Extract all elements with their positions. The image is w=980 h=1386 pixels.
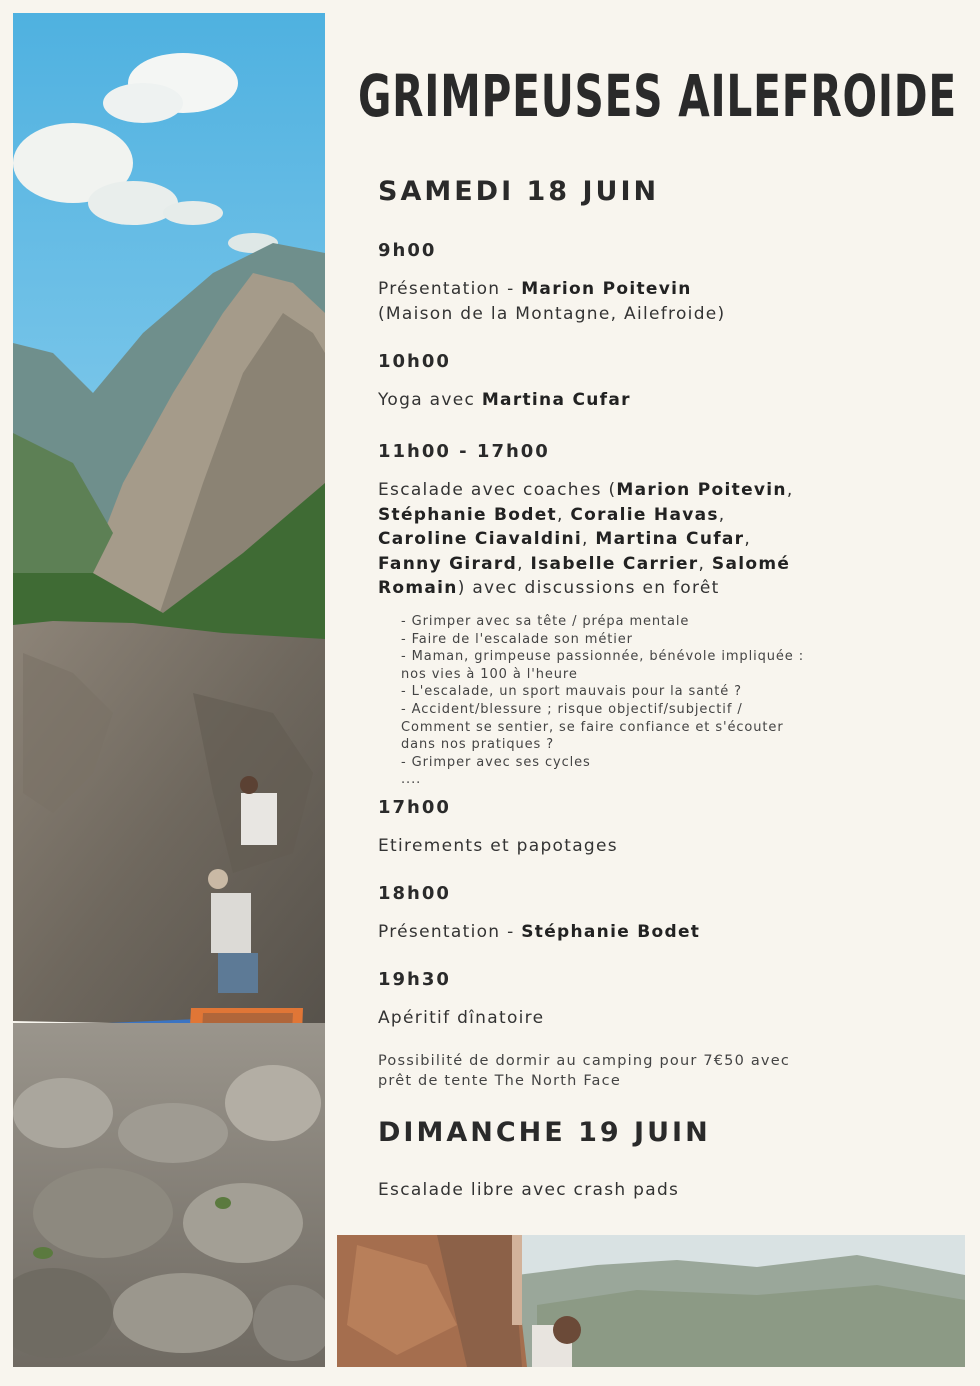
event-time: 10h00: [378, 351, 451, 372]
day-heading-sunday: DIMANCHE 19 JUIN: [378, 1117, 711, 1148]
event-description: Etirements et papotages: [378, 836, 618, 856]
event-text: Présentation -: [378, 922, 522, 942]
event-text: Yoga avec: [378, 390, 482, 410]
topic-item: - Maman, grimpeuse passionnée, bénévole impliquée :: [401, 649, 804, 665]
event-time: 18h00: [378, 883, 451, 904]
poster-title: GRIMPEUSES AILEFROIDE: [358, 62, 957, 130]
event-description: [378, 277, 818, 326]
event-time: 9h00: [378, 240, 437, 261]
event-time: 11h00 - 17h00: [378, 441, 550, 462]
bouldering-photo: [13, 13, 325, 1367]
event-location: (Maison de la Montagne, Ailefroide): [378, 303, 726, 324]
topic-item: Comment se sentier, se faire confiance et s'écouter: [401, 719, 784, 735]
topic-item: - Faire de l'escalade son métier: [401, 631, 633, 647]
event-description: Escalade libre avec crash pads: [378, 1180, 680, 1200]
speaker-name: Marion Poitevin: [521, 279, 692, 299]
topic-item: - Grimper avec ses cycles: [401, 754, 591, 770]
event-description: [378, 920, 818, 945]
event-description: Escalade avec coaches (Marion Poitevin, Stéphanie Bodet, Coralie Havas, Caroline Ciavaldini, Martina Cufar, Fanny Girard, Isabelle Carrier, Salomé Romain) avec discussions en forêt: [378, 480, 794, 598]
event-text: Présentation -: [378, 279, 522, 299]
event-description: [378, 388, 818, 413]
speaker-name: Stéphanie Bodet: [521, 922, 701, 942]
topic-item: - L'escalade, un sport mauvais pour la santé ?: [401, 684, 742, 700]
event-description: Apéritif dînatoire: [378, 1008, 545, 1028]
camping-note: Possibilité de dormir au camping pour 7€50 avec prêt de tente The North Face: [378, 1053, 790, 1089]
topic-item: ....: [401, 772, 422, 788]
climber-photo: [337, 1235, 965, 1367]
topic-item: nos vies à 100 à l'heure: [401, 666, 578, 682]
topic-item: dans nos pratiques ?: [401, 737, 555, 753]
topic-item: - Grimper avec sa tête / prépa mentale: [401, 614, 690, 629]
event-time: 19h30: [378, 969, 451, 990]
discussion-topics: [401, 613, 821, 789]
event-time: 17h00: [378, 797, 451, 818]
speaker-name: Martina Cufar: [481, 390, 631, 410]
topic-item: - Accident/blessure ; risque objectif/subjectif /: [401, 701, 743, 717]
day-heading-saturday: SAMEDI 18 JUIN: [378, 176, 660, 207]
